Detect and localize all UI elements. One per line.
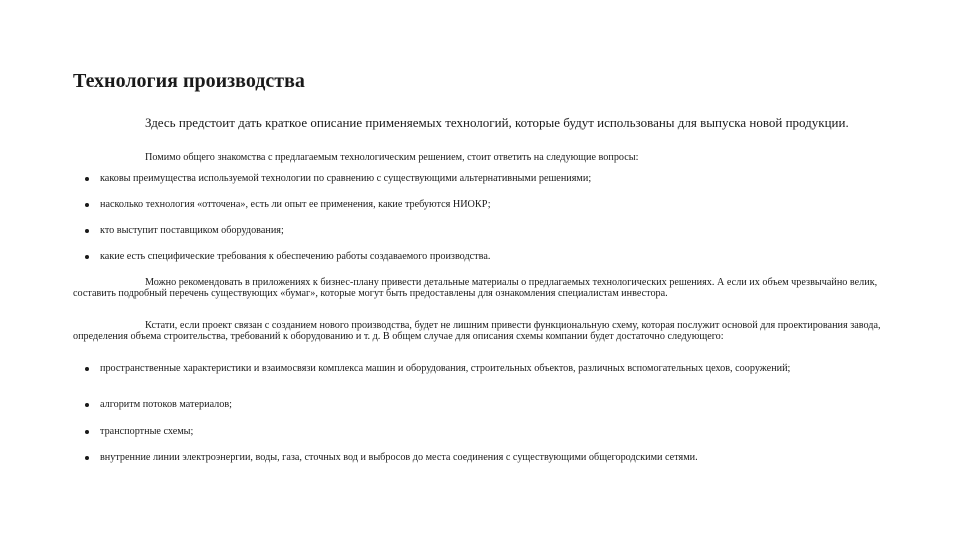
bullet-icon	[85, 203, 89, 207]
bullet-icon	[85, 255, 89, 259]
list-item-text: алгоритм потоков материалов;	[100, 399, 232, 410]
list-item-text: какие есть специфические требования к обеспечению работы создаваемого производства.	[100, 251, 491, 262]
list-item-text: пространственные характеристики и взаимосвязи комплекса машин и оборудования, строительных объектов, различных вспомогательных цехов, сооружений;	[100, 363, 791, 374]
page-title: Технология производства	[73, 70, 305, 92]
bullet-icon	[85, 177, 89, 181]
list-item-text: транспортные схемы;	[100, 426, 194, 437]
bullet-icon	[85, 430, 89, 434]
intro-paragraph: Здесь предстоит дать краткое описание применяемых технологий, которые будут использованы для выпуска новой продукции.	[145, 115, 849, 130]
bullet-icon	[85, 403, 89, 407]
bullet-icon	[85, 367, 89, 371]
list-item-text: насколько технология «отточена», есть ли опыт ее применения, какие требуются НИОКР;	[100, 199, 491, 210]
recommendation-paragraph: Можно рекомендовать в приложениях к бизнес-плану привести детальные материалы о предлагаемых технологических решениях. А если их объем чрезвычайно велик, составить подробный перечень существующих «бумаг», которые могут быть предоставлены для ознакомления специалистам инвестора.	[73, 277, 878, 299]
lead-paragraph: Помимо общего знакомства с предлагаемым технологическим решением, стоит ответить на следующие вопросы:	[145, 152, 639, 163]
list-item-text: внутренние линии электроэнергии, воды, газа, сточных вод и выбросов до места соединения с существующими общегородскими сетями.	[100, 452, 698, 463]
bullet-icon	[85, 229, 89, 233]
list-item-text: кто выступит поставщиком оборудования;	[100, 225, 284, 236]
list-item-text: каковы преимущества используемой технологии по сравнению с существующими альтернативными решениями;	[100, 173, 592, 184]
scheme-paragraph: Кстати, если проект связан с созданием нового производства, будет не лишним привести функциональную схему, которая послужит основой для проектирования завода, определения объема строительства, требований к оборудованию и т. д. В общем случае для описания схемы компании будет достаточно следующего:	[73, 320, 881, 342]
bullet-icon	[85, 456, 89, 460]
